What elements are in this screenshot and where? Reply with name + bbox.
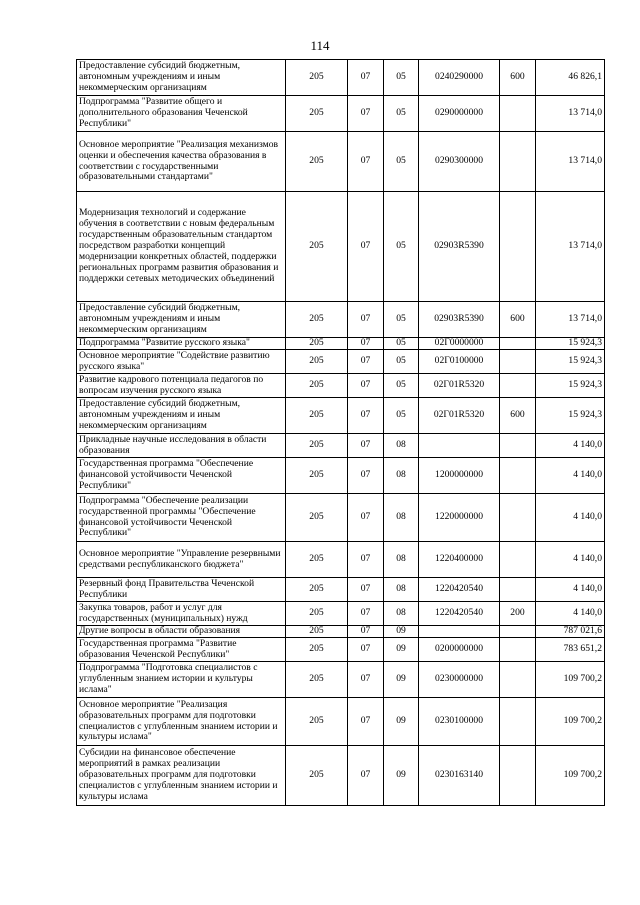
row-podrazdel: 05 <box>384 302 419 338</box>
row-expense-type <box>500 374 536 398</box>
table-row <box>77 60 605 96</box>
row-ved: 205 <box>286 192 348 302</box>
row-razdel: 07 <box>348 338 384 350</box>
table-row <box>77 746 605 806</box>
row-name: Предоставление субсидий бюджетным, автономным учреждениям и иным некоммерческим организациям <box>77 60 286 96</box>
row-expense-type <box>500 458 536 494</box>
row-amount: 4 140,0 <box>536 494 605 542</box>
row-target-article: 0290300000 <box>419 132 500 192</box>
row-expense-type: 600 <box>500 398 536 434</box>
table-row <box>77 662 605 698</box>
row-ved: 205 <box>286 398 348 434</box>
row-expense-type <box>500 626 536 638</box>
row-name: Резервный фонд Правительства Чеченской Республики <box>77 578 286 602</box>
row-razdel: 07 <box>348 698 384 746</box>
row-expense-type <box>500 698 536 746</box>
row-ved: 205 <box>286 494 348 542</box>
row-ved: 205 <box>286 698 348 746</box>
budget-table-body <box>77 60 605 806</box>
table-row <box>77 398 605 434</box>
row-amount: 4 140,0 <box>536 542 605 578</box>
row-name: Модернизация технологий и содержание обучения в соответствии с новым федеральным государственным образовательным стандартом посредством разработки концепций модернизации конкретных областей, поддержки региональных программ развития образования и поддержки сетевых методических объединений <box>77 192 286 302</box>
row-target-article <box>419 434 500 458</box>
row-target-article: 0290000000 <box>419 96 500 132</box>
table-row <box>77 96 605 132</box>
row-expense-type <box>500 494 536 542</box>
row-podrazdel: 08 <box>384 578 419 602</box>
table-row <box>77 192 605 302</box>
row-razdel: 07 <box>348 96 384 132</box>
table-row <box>77 494 605 542</box>
row-razdel: 07 <box>348 132 384 192</box>
row-podrazdel: 09 <box>384 638 419 662</box>
row-name: Основное мероприятие "Содействие развитию русского языка" <box>77 350 286 374</box>
row-ved: 205 <box>286 350 348 374</box>
row-target-article: 0230000000 <box>419 662 500 698</box>
row-ved: 205 <box>286 458 348 494</box>
row-razdel: 07 <box>348 542 384 578</box>
row-podrazdel: 08 <box>384 458 419 494</box>
row-ved: 205 <box>286 602 348 626</box>
row-target-article: 1220420540 <box>419 602 500 626</box>
row-amount: 15 924,3 <box>536 374 605 398</box>
row-razdel: 07 <box>348 192 384 302</box>
row-expense-type <box>500 542 536 578</box>
row-podrazdel: 08 <box>384 494 419 542</box>
row-name: Субсидии на финансовое обеспечение мероприятий в рамках реализации образовательных программ для подготовки специалистов с углубленным знанием истории и культуры ислама <box>77 746 286 806</box>
row-name: Подпрограмма "Развитие русского языка" <box>77 338 286 350</box>
row-target-article: 02Г01R5320 <box>419 374 500 398</box>
row-razdel: 07 <box>348 434 384 458</box>
table-row <box>77 626 605 638</box>
row-ved: 205 <box>286 542 348 578</box>
row-podrazdel: 05 <box>384 132 419 192</box>
row-podrazdel: 05 <box>384 338 419 350</box>
row-expense-type <box>500 96 536 132</box>
row-name: Другие вопросы в области образования <box>77 626 286 638</box>
row-ved: 205 <box>286 662 348 698</box>
row-amount: 787 021,6 <box>536 626 605 638</box>
row-ved: 205 <box>286 638 348 662</box>
row-amount: 13 714,0 <box>536 132 605 192</box>
row-podrazdel: 08 <box>384 602 419 626</box>
row-target-article: 1200000000 <box>419 458 500 494</box>
row-amount: 4 140,0 <box>536 602 605 626</box>
table-row <box>77 578 605 602</box>
row-podrazdel: 09 <box>384 746 419 806</box>
row-ved: 205 <box>286 96 348 132</box>
row-name: Подпрограмма "Развитие общего и дополнительного образования Чеченской Республики" <box>77 96 286 132</box>
row-podrazdel: 05 <box>384 96 419 132</box>
row-amount: 15 924,3 <box>536 338 605 350</box>
row-expense-type <box>500 192 536 302</box>
row-ved: 205 <box>286 746 348 806</box>
row-razdel: 07 <box>348 398 384 434</box>
row-amount: 4 140,0 <box>536 458 605 494</box>
row-razdel: 07 <box>348 374 384 398</box>
row-ved: 205 <box>286 302 348 338</box>
table-row <box>77 602 605 626</box>
row-razdel: 07 <box>348 60 384 96</box>
row-amount: 13 714,0 <box>536 96 605 132</box>
row-target-article: 02903R5390 <box>419 192 500 302</box>
row-podrazdel: 08 <box>384 434 419 458</box>
row-expense-type <box>500 662 536 698</box>
table-row <box>77 374 605 398</box>
row-podrazdel: 09 <box>384 662 419 698</box>
row-expense-type: 600 <box>500 302 536 338</box>
row-target-article: 0200000000 <box>419 638 500 662</box>
row-target-article: 02Г0100000 <box>419 350 500 374</box>
row-name: Основное мероприятие "Реализация образовательных программ для подготовки специалистов с углубленным знанием истории и культуры ислама" <box>77 698 286 746</box>
table-row <box>77 542 605 578</box>
row-podrazdel: 05 <box>384 374 419 398</box>
row-razdel: 07 <box>348 626 384 638</box>
row-razdel: 07 <box>348 662 384 698</box>
row-ved: 205 <box>286 132 348 192</box>
table-row <box>77 350 605 374</box>
row-expense-type <box>500 350 536 374</box>
row-name: Развитие кадрового потенциала педагогов по вопросам изучения русского языка <box>77 374 286 398</box>
row-podrazdel: 09 <box>384 698 419 746</box>
row-name: Подпрограмма "Подготовка специалистов с углубленным знанием истории и культуры ислама" <box>77 662 286 698</box>
row-ved: 205 <box>286 626 348 638</box>
row-amount: 15 924,3 <box>536 350 605 374</box>
row-podrazdel: 05 <box>384 60 419 96</box>
row-podrazdel: 09 <box>384 626 419 638</box>
row-razdel: 07 <box>348 458 384 494</box>
row-name: Прикладные научные исследования в области образования <box>77 434 286 458</box>
row-name: Подпрограмма "Обеспечение реализации государственной программы "Обеспечение финансовой устойчивости Чеченской Республики" <box>77 494 286 542</box>
row-amount: 4 140,0 <box>536 434 605 458</box>
row-target-article: 1220420540 <box>419 578 500 602</box>
row-name: Предоставление субсидий бюджетным, автономным учреждениям и иным некоммерческим организациям <box>77 302 286 338</box>
row-razdel: 07 <box>348 638 384 662</box>
row-podrazdel: 05 <box>384 398 419 434</box>
row-name: Основное мероприятие "Управление резервными средствами республиканского бюджета" <box>77 542 286 578</box>
table-row <box>77 458 605 494</box>
table-row <box>77 434 605 458</box>
budget-table <box>76 59 605 806</box>
row-target-article: 02Г01R5320 <box>419 398 500 434</box>
row-podrazdel: 05 <box>384 192 419 302</box>
table-row <box>77 132 605 192</box>
row-name: Государственная программа "Развитие образования Чеченской Республики" <box>77 638 286 662</box>
row-podrazdel: 05 <box>384 350 419 374</box>
row-expense-type <box>500 338 536 350</box>
table-row <box>77 638 605 662</box>
row-amount: 109 700,2 <box>536 698 605 746</box>
row-target-article <box>419 626 500 638</box>
row-ved: 205 <box>286 434 348 458</box>
row-razdel: 07 <box>348 602 384 626</box>
table-row <box>77 302 605 338</box>
row-expense-type: 200 <box>500 602 536 626</box>
row-amount: 109 700,2 <box>536 746 605 806</box>
row-target-article: 02Г0000000 <box>419 338 500 350</box>
row-name: Государственная программа "Обеспечение финансовой устойчивости Чеченской Республики" <box>77 458 286 494</box>
row-razdel: 07 <box>348 350 384 374</box>
row-amount: 13 714,0 <box>536 192 605 302</box>
row-razdel: 07 <box>348 746 384 806</box>
row-expense-type <box>500 434 536 458</box>
row-amount: 13 714,0 <box>536 302 605 338</box>
table-row <box>77 698 605 746</box>
row-amount: 15 924,3 <box>536 398 605 434</box>
row-name: Предоставление субсидий бюджетным, автономным учреждениям и иным некоммерческим организациям <box>77 398 286 434</box>
row-expense-type <box>500 638 536 662</box>
row-amount: 783 651,2 <box>536 638 605 662</box>
row-podrazdel: 08 <box>384 542 419 578</box>
row-amount: 4 140,0 <box>536 578 605 602</box>
row-ved: 205 <box>286 374 348 398</box>
row-amount: 46 826,1 <box>536 60 605 96</box>
page-number: 114 <box>310 38 330 53</box>
table-row <box>77 338 605 350</box>
row-target-article: 0230163140 <box>419 746 500 806</box>
row-target-article: 1220400000 <box>419 542 500 578</box>
row-target-article: 02903R5390 <box>419 302 500 338</box>
row-target-article: 1220000000 <box>419 494 500 542</box>
row-razdel: 07 <box>348 494 384 542</box>
row-ved: 205 <box>286 338 348 350</box>
row-razdel: 07 <box>348 578 384 602</box>
row-name: Закупка товаров, работ и услуг для государственных (муниципальных) нужд <box>77 602 286 626</box>
row-name: Основное мероприятие "Реализация механизмов оценки и обеспечения качества образования в соответствии с государственными образовательными стандартами" <box>77 132 286 192</box>
row-expense-type: 600 <box>500 60 536 96</box>
row-ved: 205 <box>286 578 348 602</box>
row-expense-type <box>500 578 536 602</box>
row-razdel: 07 <box>348 302 384 338</box>
row-target-article: 0240290000 <box>419 60 500 96</box>
row-ved: 205 <box>286 60 348 96</box>
row-expense-type <box>500 746 536 806</box>
row-target-article: 0230100000 <box>419 698 500 746</box>
row-amount: 109 700,2 <box>536 662 605 698</box>
row-expense-type <box>500 132 536 192</box>
